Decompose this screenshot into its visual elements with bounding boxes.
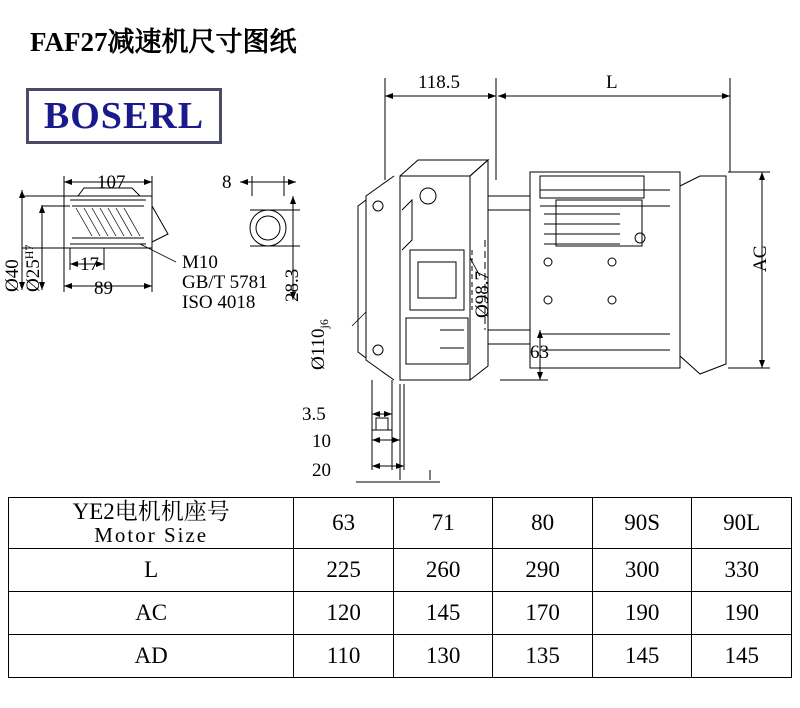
table-row — [9, 549, 792, 592]
motor-size-71: 71 — [393, 498, 493, 549]
motor-size-label — [9, 498, 294, 549]
row-label-L: L — [9, 549, 294, 592]
dim-dia25: $Ø25^{H7}$ — [22, 244, 44, 292]
cell-AD-90l: 145 — [692, 635, 792, 678]
cell-AD-63: 110 — [294, 635, 394, 678]
cell-AC-71: 145 — [393, 592, 493, 635]
table-row — [9, 635, 792, 678]
cell-AC-63: 120 — [294, 592, 394, 635]
motor-size-63: 63 — [294, 498, 394, 549]
dim-dia110: $Ø110_{j6}$ — [308, 319, 331, 370]
page-title: FAF27减速机尺寸图纸 — [30, 27, 297, 57]
cell-L-63: 225 — [294, 549, 394, 592]
dim-17: 17 — [80, 254, 99, 275]
cell-AC-90l: 190 — [692, 592, 792, 635]
motor-size-label-cn: YE2电机机座号 — [72, 499, 230, 524]
table-row-header — [9, 498, 792, 549]
motor-size-80: 80 — [493, 498, 593, 549]
dim-AC: AC — [750, 245, 771, 272]
dim-3-5: 3.5 — [302, 404, 326, 425]
motor-size-label-en: Motor Size — [94, 523, 209, 548]
dim-20: 20 — [312, 460, 331, 481]
dim-107: 107 — [97, 172, 126, 193]
note-m10: M10 — [182, 252, 218, 273]
cell-AC-90s: 190 — [592, 592, 692, 635]
dim-10: 10 — [312, 431, 331, 452]
motor-size-90s: 90S — [592, 498, 692, 549]
cell-AD-71: 130 — [393, 635, 493, 678]
note-gbt5781: GB/T 5781 — [182, 272, 268, 293]
dim-89: 89 — [94, 278, 113, 299]
cell-L-90l: 330 — [692, 549, 792, 592]
motor-size-90l: 90L — [692, 498, 792, 549]
dim-28-3: 28.3 — [282, 268, 303, 302]
row-label-AC: AC — [9, 592, 294, 635]
cell-AC-80: 170 — [493, 592, 593, 635]
cell-AD-90s: 145 — [592, 635, 692, 678]
dim-dia98-7: Ø98.7 — [472, 271, 493, 318]
dim-dia40: Ø40 — [2, 259, 23, 292]
dim-63: 63 — [530, 342, 549, 363]
cell-L-80: 290 — [493, 549, 593, 592]
cell-L-90s: 300 — [592, 549, 692, 592]
row-label-AD: AD — [9, 635, 294, 678]
dim-8: 8 — [222, 172, 232, 193]
note-iso4018: ISO 4018 — [182, 292, 256, 313]
dim-L: L — [606, 72, 618, 93]
logo-text: BOSERL — [43, 95, 205, 137]
dim-118-5: 118.5 — [418, 72, 461, 93]
spec-table — [8, 497, 792, 678]
cell-L-71: 260 — [393, 549, 493, 592]
table-row — [9, 592, 792, 635]
cell-AD-80: 135 — [493, 635, 593, 678]
